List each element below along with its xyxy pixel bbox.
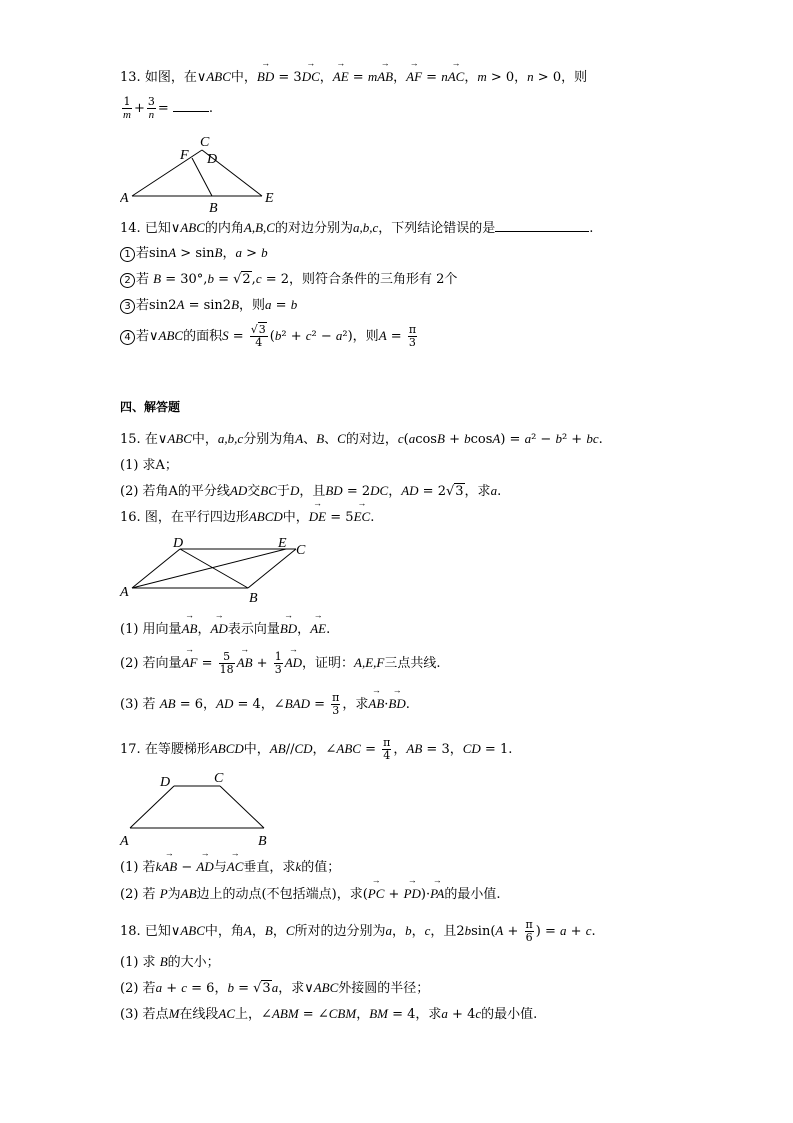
q13-label-D: D xyxy=(207,152,218,167)
q16-label-E: E xyxy=(278,536,287,551)
q17-label-D: D xyxy=(160,775,171,790)
q17-figure xyxy=(118,770,278,850)
q16-stem: 16. 图，在平行四边形ABCD中，→ DE = 5→ EC. xyxy=(120,508,374,527)
q17-part-2: (2) 若 P为AB边上的动点(不包括端点)，求(→ PC + → PD)·→ PA的最小值. xyxy=(120,885,500,904)
q13-figure xyxy=(120,132,280,214)
q16-label-C: C xyxy=(296,543,306,558)
q18-stem: 18. 已知∨ABC中，角A，B，C所对的边分别为a，b，c，且2bsin(A + $\frac{\pi}{6}$ ) = a + c. xyxy=(120,918,596,944)
q15-part-2: (2) 若角A的平分线AD交BC于D，且BD = 2DC，AD = 2√3，求a. xyxy=(120,483,502,499)
q14-option-2: 2 若 B = 30°,b = √2,c = 2，则符合条件的三角形有 2个 xyxy=(120,270,457,289)
q14-option-4: 4 若∨ABC的面积S = $\frac{√3}{4}$ (b² + c² − a²)，则A = $\frac{\pi}{3}$ xyxy=(120,324,419,349)
q13-label-B: B xyxy=(209,201,218,214)
q14-option-1: 1 若sinA > sinB，a > b xyxy=(120,244,268,263)
q18-part-3: (3) 若点M在线段AC上，∠ABM = ∠CBM，BM = 4，求a + 4c的最小值. xyxy=(120,1006,538,1022)
q14-option-3: 3 若sin2A = sin2B，则a = b xyxy=(120,296,297,315)
q13-label-E: E xyxy=(265,191,274,206)
q16-figure xyxy=(118,534,318,606)
q16-part-2: (2) 若向量→ AF = $\frac{5}{18}$ → AB + $\frac{1}{3}$ → AD，证明：A,E,F三点共线. xyxy=(120,651,441,676)
q13-answer-blank[interactable] xyxy=(173,99,209,112)
q17-label-A: A xyxy=(120,834,129,849)
q13-stem-line: 13. 如图，在∨ABC中，→ BD = 3→ DC，→ AE = m→ AB，→ AF = n→ AC，m > 0，n > 0，则 xyxy=(120,68,587,87)
q17-label-C: C xyxy=(214,771,224,786)
q16-label-B: B xyxy=(249,591,258,606)
q13-expression: $\frac{1}{m}$ + $\frac{3}{n}$ = . xyxy=(123,95,214,121)
q13-label-F: F xyxy=(180,148,189,163)
q16-part-1: (1) 用向量→ AB，→ AD表示向量→ BD，→ AE. xyxy=(120,620,330,639)
q17-stem: 17. 在等腰梯形ABCD中，AB//CD，∠ABC = $\frac{\pi}{4}$ ，AB = 3，CD = 1. xyxy=(120,736,513,762)
q15-stem: 15. 在∨ABC中，a,b,c分别为角A、B、C的对边，c(acosB + bcosA) = a² − b² + bc. xyxy=(120,431,603,447)
q16-label-A: A xyxy=(120,585,129,600)
q14-stem: 14. 已知∨ABC的内角A,B,C的对边分别为a,b,c，下列结论错误的是 . xyxy=(120,220,594,236)
section4-title: 四、解答题 xyxy=(120,400,181,414)
q13-label-C: C xyxy=(200,135,210,150)
q15-part-1: (1) 求A； xyxy=(120,458,178,473)
q18-part-2: (2) 若a + c = 6，b = √3a，求∨ABC外接圆的半径； xyxy=(120,980,430,996)
q18-part-1: (1) 求 B的大小； xyxy=(120,954,220,970)
q17-label-B: B xyxy=(258,834,267,849)
q17-part-1: (1) 若k→ AB − → AD与→ AC垂直，求k的值； xyxy=(120,858,340,877)
q16-part-3: (3) 若 AB = 6，AD = 4，∠BAD = $\frac{\pi}{3}$ ，求→ AB·→ BD. xyxy=(120,692,410,717)
q13-label-A: A xyxy=(120,191,129,206)
q16-label-D: D xyxy=(173,536,184,551)
q14-answer-blank[interactable] xyxy=(495,219,589,232)
